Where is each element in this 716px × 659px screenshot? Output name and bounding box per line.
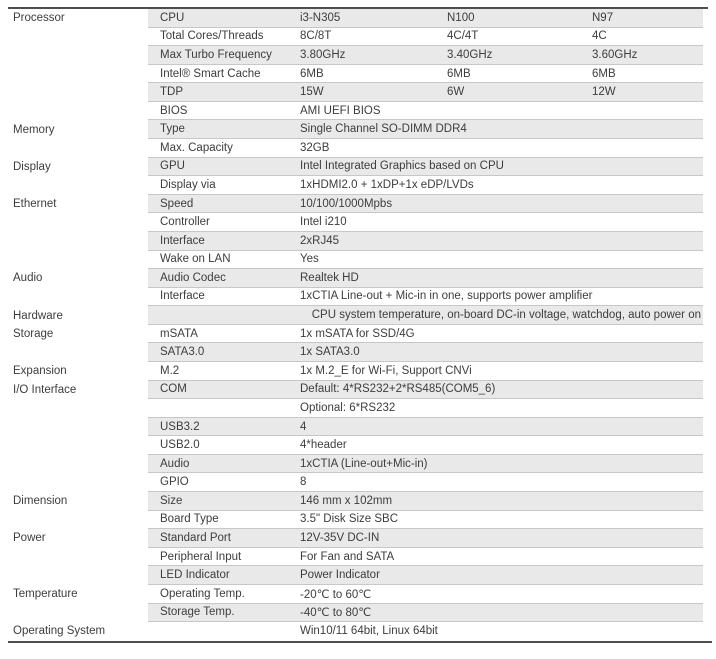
spec-value-cell: Realtek HD bbox=[300, 271, 359, 284]
spec-value-cell: Optional: 6*RS232 bbox=[300, 401, 396, 414]
spec-value-cell: 1x mSATA for SSD/4G bbox=[300, 327, 415, 340]
category-cell: Processor bbox=[0, 9, 148, 28]
spec-value-cell: 1xHDMI2.0 + 1xDP+1x eDP/LVDs bbox=[300, 178, 474, 191]
spec-row-cells bbox=[148, 455, 703, 474]
category-cell bbox=[0, 213, 148, 232]
spec-label-cell: USB3.2 bbox=[160, 420, 200, 433]
spec-value-cell: 4 bbox=[300, 420, 307, 433]
spec-value-cell: 6MB bbox=[300, 67, 324, 80]
spec-value-cell: -20℃ to 60℃ bbox=[300, 588, 372, 601]
spec-row-cells bbox=[148, 306, 703, 325]
category-cell: Power bbox=[0, 529, 148, 548]
spec-label-cell: CPU bbox=[160, 11, 185, 24]
spec-value-cell: 1xCTIA (Line-out+Mic-in) bbox=[300, 457, 428, 470]
category-cell bbox=[0, 28, 148, 47]
spec-row-cells bbox=[148, 251, 703, 270]
category-cell bbox=[0, 455, 148, 474]
table-row bbox=[0, 65, 716, 84]
spec-row-cells bbox=[148, 28, 703, 47]
spec-value-cell: 6W bbox=[447, 86, 465, 99]
table-row bbox=[0, 473, 716, 492]
table-row bbox=[0, 213, 716, 232]
category-cell bbox=[0, 65, 148, 84]
category-cell bbox=[0, 251, 148, 270]
spec-value-cell: 146 mm x 102mm bbox=[300, 494, 393, 507]
table-row bbox=[0, 102, 716, 121]
spec-value-cell: For Fan and SATA bbox=[300, 550, 395, 563]
spec-row-cells bbox=[148, 158, 703, 177]
spec-value-cell: Intel i210 bbox=[300, 216, 347, 229]
spec-row-cells bbox=[148, 139, 703, 158]
spec-row-cells bbox=[148, 9, 703, 28]
spec-value-cell: 1x SATA3.0 bbox=[300, 346, 360, 359]
spec-value-cell: Intel Integrated Graphics based on CPU bbox=[300, 160, 504, 173]
spec-row-cells bbox=[148, 436, 703, 455]
table-row bbox=[0, 566, 716, 585]
table-row bbox=[0, 399, 716, 418]
table-row bbox=[0, 511, 716, 530]
spec-label-cell: Wake on LAN bbox=[160, 253, 231, 266]
spec-value-cell: AMI UEFI BIOS bbox=[300, 104, 381, 117]
table-row bbox=[0, 288, 716, 307]
spec-label-cell: USB2.0 bbox=[160, 439, 200, 452]
spec-label-cell: mSATA bbox=[160, 327, 198, 340]
spec-label-cell: Peripheral Input bbox=[160, 550, 242, 563]
spec-row-cells bbox=[148, 622, 703, 641]
spec-value-cell: 6MB bbox=[592, 67, 616, 80]
category-cell: Expansion bbox=[0, 362, 148, 381]
spec-value-cell: Win10/11 64bit, Linux 64bit bbox=[300, 625, 438, 638]
spec-row-cells bbox=[148, 176, 703, 195]
spec-value-cell: N100 bbox=[447, 11, 475, 24]
spec-value-cell: -40℃ to 80℃ bbox=[300, 607, 372, 620]
table-row bbox=[0, 176, 716, 195]
spec-label-cell: Interface bbox=[160, 290, 205, 303]
spec-row-cells bbox=[148, 604, 703, 623]
table-row bbox=[0, 28, 716, 47]
spec-value-cell: Single Channel SO-DIMM DDR4 bbox=[300, 123, 467, 136]
table-row bbox=[0, 529, 716, 548]
category-cell bbox=[0, 139, 148, 158]
spec-value-cell: 12V-35V DC-IN bbox=[300, 531, 380, 544]
category-cell: Temperature bbox=[0, 585, 148, 604]
spec-label-cell: LED Indicator bbox=[160, 569, 230, 582]
spec-label-cell: M.2 bbox=[160, 364, 180, 377]
spec-label-cell: GPU bbox=[160, 160, 185, 173]
spec-value-cell: 10/100/1000Mpbs bbox=[300, 197, 393, 210]
spec-label-cell: SATA3.0 bbox=[160, 346, 205, 359]
category-cell: Hardware bbox=[0, 306, 148, 325]
table-row bbox=[0, 83, 716, 102]
spec-row-cells bbox=[148, 473, 703, 492]
table-row bbox=[0, 232, 716, 251]
spec-row-cells bbox=[148, 195, 703, 214]
spec-row-cells bbox=[148, 492, 703, 511]
spec-row-cells bbox=[148, 362, 703, 381]
spec-value-cell: 15W bbox=[300, 86, 324, 99]
spec-value-cell: CPU system temperature, on-board DC-in voltage, watchdog, auto power on bbox=[311, 309, 701, 322]
table-row bbox=[0, 306, 716, 325]
category-cell: Ethernet bbox=[0, 195, 148, 214]
table-row bbox=[0, 362, 716, 381]
spec-row-cells bbox=[148, 343, 703, 362]
category-cell bbox=[0, 288, 148, 307]
spec-row-cells bbox=[148, 511, 703, 530]
table-row bbox=[0, 418, 716, 437]
spec-row-cells bbox=[148, 269, 703, 288]
spec-label-cell: Operating Temp. bbox=[160, 587, 245, 600]
table-row bbox=[0, 436, 716, 455]
category-cell bbox=[0, 399, 148, 418]
category-cell bbox=[0, 46, 148, 65]
spec-value-cell: 2xRJ45 bbox=[300, 234, 339, 247]
category-cell: Storage bbox=[0, 325, 148, 344]
category-cell bbox=[0, 473, 148, 492]
table-row bbox=[0, 139, 716, 158]
spec-label-cell: Audio bbox=[160, 457, 190, 470]
spec-label-cell: Display via bbox=[160, 178, 216, 191]
table-row bbox=[0, 455, 716, 474]
spec-row-cells bbox=[148, 325, 703, 344]
spec-label-cell: Total Cores/Threads bbox=[160, 30, 264, 43]
spec-label-cell: TDP bbox=[160, 86, 183, 99]
spec-value-cell: Default: 4*RS232+2*RS485(COM5_6) bbox=[300, 383, 496, 396]
spec-value-cell: N97 bbox=[592, 11, 614, 24]
spec-row-cells bbox=[148, 585, 703, 604]
table-row bbox=[0, 46, 716, 65]
spec-table bbox=[0, 9, 716, 641]
category-cell bbox=[0, 418, 148, 437]
spec-value-cell: 1x M.2_E for Wi-Fi, Support CNVi bbox=[300, 364, 472, 377]
table-row bbox=[0, 604, 716, 623]
table-row bbox=[0, 195, 716, 214]
category-cell bbox=[0, 176, 148, 195]
table-row bbox=[0, 9, 716, 28]
spec-label-cell: Size bbox=[160, 494, 183, 507]
spec-value-cell: 1xCTIA Line-out + Mic-in in one, supports power amplifier bbox=[300, 290, 593, 303]
table-row bbox=[0, 381, 716, 400]
spec-label-cell: Type bbox=[160, 123, 185, 136]
table-row bbox=[0, 622, 716, 641]
table-row bbox=[0, 325, 716, 344]
category-cell bbox=[0, 232, 148, 251]
spec-label-cell: Board Type bbox=[160, 513, 219, 526]
spec-label-cell: Intel® Smart Cache bbox=[160, 67, 261, 80]
spec-label-cell: GPIO bbox=[160, 476, 189, 489]
spec-value-cell: i3-N305 bbox=[300, 11, 341, 24]
category-cell bbox=[0, 102, 148, 121]
spec-value-cell: 8C/8T bbox=[300, 30, 332, 43]
category-cell: Dimension bbox=[0, 492, 148, 511]
spec-row-cells bbox=[148, 232, 703, 251]
category-cell: Audio bbox=[0, 269, 148, 288]
category-cell bbox=[0, 343, 148, 362]
spec-value-cell: 4C/4T bbox=[447, 30, 479, 43]
table-row bbox=[0, 251, 716, 270]
spec-value-cell: 3.5" Disk Size SBC bbox=[300, 513, 399, 526]
spec-value-cell: 3.60GHz bbox=[592, 48, 638, 61]
spec-row-cells bbox=[148, 399, 703, 418]
spec-row-cells bbox=[148, 46, 703, 65]
spec-value-cell: Power Indicator bbox=[300, 569, 380, 582]
spec-label-cell: Max Turbo Frequency bbox=[160, 48, 272, 61]
spec-value-cell: 8 bbox=[300, 476, 307, 489]
spec-row-cells bbox=[148, 102, 703, 121]
category-cell bbox=[0, 83, 148, 102]
spec-label-cell: Audio Codec bbox=[160, 271, 226, 284]
category-cell bbox=[0, 436, 148, 455]
spec-row-cells bbox=[148, 548, 703, 567]
spec-row-cells bbox=[148, 83, 703, 102]
spec-value-cell: 3.80GHz bbox=[300, 48, 346, 61]
spec-value-cell: 3.40GHz bbox=[447, 48, 493, 61]
spec-value-cell: 12W bbox=[592, 86, 616, 99]
spec-value-cell: 32GB bbox=[300, 141, 330, 154]
spec-label-cell: Max. Capacity bbox=[160, 141, 233, 154]
spec-label-cell: COM bbox=[160, 383, 187, 396]
table-row bbox=[0, 585, 716, 604]
category-cell: Operating System bbox=[0, 622, 148, 641]
table-row bbox=[0, 343, 716, 362]
spec-label-cell: Controller bbox=[160, 216, 210, 229]
spec-value-cell: 4*header bbox=[300, 439, 347, 452]
spec-label-cell: Interface bbox=[160, 234, 205, 247]
table-row bbox=[0, 120, 716, 139]
spec-value-cell: Yes bbox=[300, 253, 319, 266]
spec-row-cells bbox=[148, 65, 703, 84]
spec-row-cells bbox=[148, 120, 703, 139]
spec-row-cells bbox=[148, 381, 703, 400]
table-row bbox=[0, 158, 716, 177]
table-row bbox=[0, 548, 716, 567]
spec-label-cell: BIOS bbox=[160, 104, 188, 117]
table-row bbox=[0, 492, 716, 511]
category-cell bbox=[0, 511, 148, 530]
category-cell bbox=[0, 604, 148, 623]
category-cell: Display bbox=[0, 158, 148, 177]
category-cell: I/O Interface bbox=[0, 381, 148, 400]
category-cell bbox=[0, 548, 148, 567]
spec-value-cell: 6MB bbox=[447, 67, 471, 80]
table-row bbox=[0, 269, 716, 288]
spec-value-cell: 4C bbox=[592, 30, 607, 43]
spec-row-cells bbox=[148, 288, 703, 307]
spec-row-cells bbox=[148, 566, 703, 585]
spec-label-cell: Storage Temp. bbox=[160, 606, 235, 619]
spec-label-cell: Standard Port bbox=[160, 531, 231, 544]
spec-row-cells bbox=[148, 418, 703, 437]
category-cell bbox=[0, 566, 148, 585]
spec-row-cells bbox=[148, 529, 703, 548]
category-cell: Memory bbox=[0, 120, 148, 139]
table-bottom-border bbox=[8, 641, 712, 643]
spec-row-cells bbox=[148, 213, 703, 232]
spec-label-cell: Speed bbox=[160, 197, 194, 210]
